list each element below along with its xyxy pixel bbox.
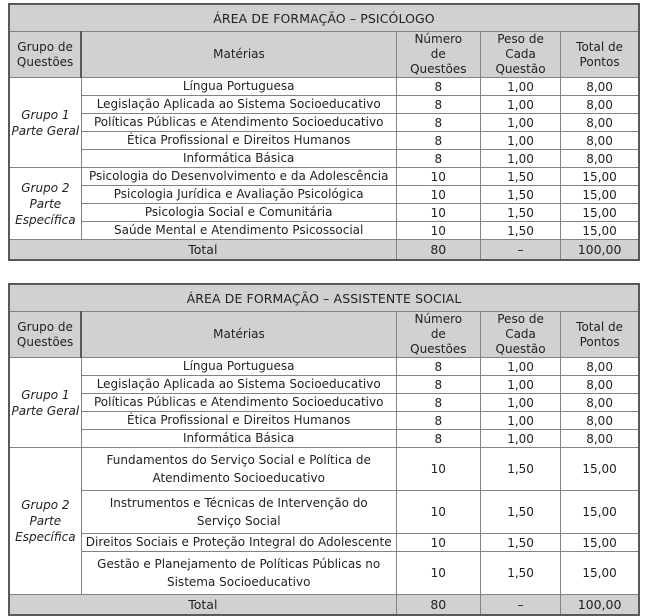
subject-name: Língua Portuguesa [81, 358, 396, 376]
table-title-row [9, 4, 639, 32]
group-label-line1: Grupo 2 [21, 180, 70, 195]
question-count: 10 [396, 222, 480, 240]
header-total-points [561, 312, 639, 358]
question-count: 10 [396, 186, 480, 204]
header-question-count [396, 312, 480, 358]
header-total-line2: Pontos [579, 54, 620, 69]
question-weight: 1,00 [480, 150, 560, 168]
table-total-row [9, 595, 639, 616]
question-count: 8 [396, 412, 480, 430]
table-row [9, 150, 639, 168]
question-count: 8 [396, 114, 480, 132]
total-points: 8,00 [561, 412, 639, 430]
group-label-line1: Grupo 2 [21, 498, 70, 512]
subject-name: Saúde Mental e Atendimento Psicossocial [81, 222, 396, 240]
total-points: 15,00 [561, 534, 639, 552]
question-weight: 1,00 [480, 430, 560, 448]
question-count: 10 [396, 168, 480, 186]
header-qty-line1: Número [414, 312, 463, 326]
header-qty-line2: de [430, 47, 446, 61]
header-question-weight [480, 312, 560, 358]
question-count: 8 [396, 394, 480, 412]
header-weight-line3: Questão [495, 342, 546, 356]
question-count: 10 [396, 534, 480, 552]
question-count: 8 [396, 376, 480, 394]
table-row [9, 78, 639, 96]
question-count: 8 [396, 150, 480, 168]
table-row [9, 358, 639, 376]
subject-name: Políticas Públicas e Atendimento Socioeducativo [81, 114, 396, 132]
question-count: 10 [396, 491, 480, 534]
table-total-row [9, 240, 639, 261]
header-question-count [396, 32, 480, 78]
table-row [9, 430, 639, 448]
header-qty-line3: Questões [410, 342, 467, 356]
header-total-line2: Pontos [579, 334, 620, 349]
header-subjects: Matérias [81, 312, 396, 358]
question-weight: 1,50 [480, 491, 560, 534]
table-row [9, 534, 639, 552]
table-row [9, 448, 639, 491]
table-title-row [9, 284, 639, 312]
header-group-line1: Grupo de [17, 319, 73, 334]
question-weight: 1,50 [480, 222, 560, 240]
header-total-line1: Total de [576, 39, 623, 54]
subject-name: Legislação Aplicada ao Sistema Socioeducativo [81, 376, 396, 394]
table-title: ÁREA DE FORMAÇÃO – PSICÓLOGO [9, 4, 639, 32]
question-weight: 1,50 [480, 204, 560, 222]
total-points: 15,00 [561, 186, 639, 204]
total-question-count: 80 [396, 595, 480, 616]
table-row [9, 132, 639, 150]
table-row [9, 96, 639, 114]
subject-name: Psicologia do Desenvolvimento e da Adolescência [81, 168, 396, 186]
question-count: 8 [396, 358, 480, 376]
total-points: 8,00 [561, 132, 639, 150]
group-label-2 [9, 448, 81, 595]
subject-name: Ética Profissional e Direitos Humanos [81, 412, 396, 430]
question-weight: 1,00 [480, 376, 560, 394]
table-header-row [9, 312, 639, 358]
header-weight-line1: Peso de [497, 32, 544, 46]
total-points: 8,00 [561, 150, 639, 168]
header-group-line2: Questões [16, 334, 74, 349]
total-question-count: 80 [396, 240, 480, 261]
question-weight: 1,00 [480, 394, 560, 412]
header-weight-line2: Cada [505, 327, 536, 341]
question-weight: 1,50 [480, 534, 560, 552]
group-label-line2: Parte Geral [11, 403, 80, 418]
table-row [9, 222, 639, 240]
header-subjects: Matérias [81, 32, 396, 78]
group-label-line3: Específica [15, 530, 76, 544]
table-header-row [9, 32, 639, 78]
question-weight: 1,50 [480, 186, 560, 204]
question-weight: 1,50 [480, 552, 560, 595]
subject-name: Direitos Sociais e Proteção Integral do Adolescente [81, 534, 396, 552]
group-label-line1: Grupo 1 [21, 387, 70, 402]
subject-name: Legislação Aplicada ao Sistema Socioeducativo [81, 96, 396, 114]
question-weight: 1,00 [480, 96, 560, 114]
group-label-line3: Específica [15, 212, 76, 227]
subject-name: Psicologia Social e Comunitária [81, 204, 396, 222]
header-qty-line2: de [430, 327, 446, 341]
table-row [9, 412, 639, 430]
subject-name: Informática Básica [81, 430, 396, 448]
subject-name: Ética Profissional e Direitos Humanos [81, 132, 396, 150]
question-count: 8 [396, 78, 480, 96]
header-question-weight [480, 32, 560, 78]
group-label-line2: Parte [29, 514, 62, 528]
total-points: 15,00 [561, 222, 639, 240]
total-points: 15,00 [561, 448, 639, 491]
total-points-sum: 100,00 [561, 240, 639, 261]
question-weight: 1,00 [480, 412, 560, 430]
subject-name: Língua Portuguesa [81, 78, 396, 96]
table-row [9, 394, 639, 412]
question-weight: 1,50 [480, 448, 560, 491]
header-group-line2: Questões [16, 54, 74, 69]
table-row [9, 376, 639, 394]
question-count: 10 [396, 204, 480, 222]
table-title: ÁREA DE FORMAÇÃO – ASSISTENTE SOCIAL [9, 284, 639, 312]
header-group-questions [9, 32, 81, 78]
exam-table-psicologo [8, 3, 640, 261]
header-total-line1: Total de [576, 319, 624, 334]
question-count: 8 [396, 132, 480, 150]
table-row [9, 114, 639, 132]
total-points: 8,00 [561, 78, 639, 96]
question-count: 8 [396, 96, 480, 114]
group-label-1 [9, 78, 81, 168]
total-points-sum: 100,00 [561, 595, 639, 616]
question-count: 10 [396, 552, 480, 595]
subject-name: Instrumentos e Técnicas de Intervenção do Serviço Social [81, 491, 396, 534]
total-points: 8,00 [561, 394, 639, 412]
question-weight: 1,00 [480, 132, 560, 150]
subject-name: Fundamentos do Serviço Social e Política de Atendimento Socioeducativo [81, 448, 396, 491]
header-group-line1: Grupo de [17, 39, 73, 54]
question-weight: 1,00 [480, 114, 560, 132]
group-label-2 [9, 168, 81, 240]
question-count: 8 [396, 430, 480, 448]
total-points: 8,00 [561, 430, 639, 448]
subject-name: Psicologia Jurídica e Avaliação Psicológica [81, 186, 396, 204]
group-label-line2: Parte Geral [11, 123, 80, 138]
total-points: 15,00 [561, 491, 639, 534]
question-weight: 1,00 [480, 78, 560, 96]
total-points: 15,00 [561, 168, 639, 186]
table-row [9, 204, 639, 222]
table-row [9, 552, 639, 595]
subject-name: Políticas Públicas e Atendimento Socioeducativo [81, 394, 396, 412]
header-weight-line1: Peso de [497, 312, 544, 326]
group-label-line1: Grupo 1 [21, 107, 70, 122]
table-row [9, 186, 639, 204]
header-qty-line3: Questões [410, 62, 467, 76]
header-group-questions [9, 312, 81, 358]
total-question-weight: – [480, 595, 560, 616]
question-weight: 1,50 [480, 168, 560, 186]
total-label: Total [9, 595, 396, 616]
subject-name: Informática Básica [81, 150, 396, 168]
group-label-1 [9, 358, 81, 448]
total-question-weight: – [480, 240, 560, 261]
total-points: 8,00 [561, 96, 639, 114]
header-weight-line2: Cada [505, 47, 536, 61]
header-total-points [561, 32, 639, 78]
total-points: 8,00 [561, 114, 639, 132]
subject-name: Gestão e Planejamento de Políticas Públicas no Sistema Socioeducativo [81, 552, 396, 595]
total-points: 8,00 [561, 376, 639, 394]
table-row [9, 491, 639, 534]
table-row [9, 168, 639, 186]
group-label-line2: Parte [29, 196, 62, 211]
total-points: 15,00 [561, 204, 639, 222]
total-label: Total [9, 240, 396, 261]
exam-table-assistente-social [8, 283, 640, 616]
question-count: 10 [396, 448, 480, 491]
total-points: 15,00 [561, 552, 639, 595]
total-points: 8,00 [561, 358, 639, 376]
question-weight: 1,00 [480, 358, 560, 376]
header-weight-line3: Questão [495, 62, 546, 76]
header-qty-line1: Número [414, 32, 463, 46]
